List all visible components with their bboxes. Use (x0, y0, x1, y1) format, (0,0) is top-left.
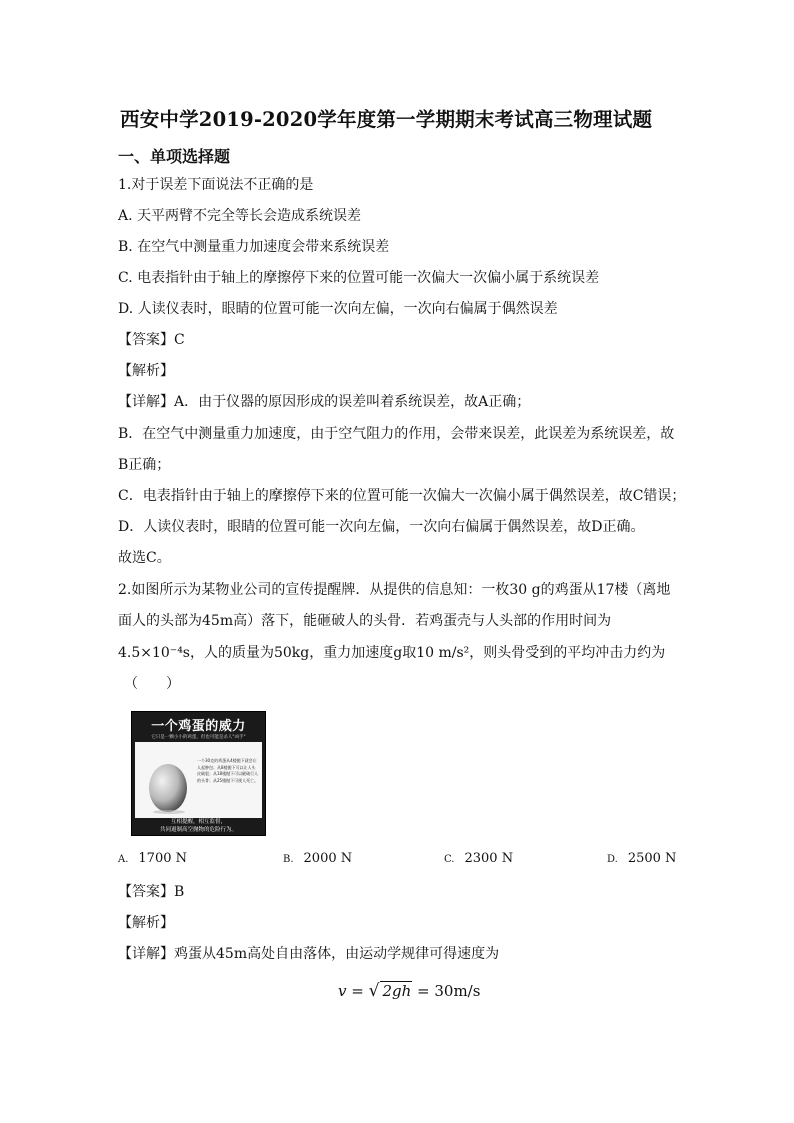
q1-option-b: B. 在空气中测量重力加速度会带来系统误差 (118, 239, 390, 255)
egg-warning-poster (131, 711, 266, 836)
q1-detail-line: 故选C。 (118, 550, 171, 566)
egg-illustration (143, 754, 193, 814)
section-heading: 一、单项选择题 (118, 147, 231, 166)
option-key: A. (118, 854, 129, 865)
formula-radicand: 2gh (382, 982, 412, 1000)
q1-detail-line: C．电表指针由于轴上的摩擦停下来的位置可能一次偏大一次偏小属于偶然误差，故C错误； (118, 488, 686, 504)
option-value: 2300 N (464, 851, 514, 866)
document-title: 西安中学2019-2020学年度第一学期期末考试高三物理试题 (120, 108, 653, 131)
option-value: 2500 N (627, 851, 677, 866)
poster-title: 一个鸡蛋的威力 (151, 719, 246, 734)
q1-option-a: A. 天平两臂不完全等长会造成系统误差 (118, 208, 362, 224)
q1-option-c: C. 电表指针由于轴上的摩擦停下来的位置可能一次偏大一次偏小属于系统误差 (118, 270, 600, 286)
q2-option-d (607, 851, 676, 866)
poster-bottom-line: 共同遏制高空抛物的危险行为。 (159, 827, 237, 833)
poster-bottom-line: 互相提醒，相互监督， (170, 819, 226, 825)
q1-detail-line: D．人读仪表时，眼睛的位置可能一次向左偏，一次向右偏属于偶然误差，故D正确。 (118, 519, 645, 535)
q2-option-c (444, 851, 513, 866)
poster-bottom-text (132, 818, 265, 834)
q1-detail-line: B正确； (118, 457, 171, 473)
q1-detail-line: 【详解】A．由于仪器的原因形成的误差叫着系统误差，故A正确； (118, 394, 531, 410)
option-value: 1700 N (138, 851, 187, 866)
q1-answer: 【答案】C (118, 332, 185, 348)
q2-analysis-label: 【解析】 (118, 915, 174, 931)
q2-option-b (283, 851, 352, 866)
q1-analysis-label: 【解析】 (118, 363, 174, 379)
sqrt-icon: √ (368, 981, 380, 1001)
q1-option-d: D. 人读仪表时，眼睛的位置可能一次向左偏，一次向右偏属于偶然误差 (118, 301, 558, 317)
q1-detail-line: B．在空气中测量重力加速度，由于空气阻力的作用，会带来误差，此误差为系统误差，故 (118, 426, 675, 442)
poster-panel (135, 742, 262, 818)
velocity-formula (338, 981, 480, 1001)
formula-equals: = (346, 982, 369, 1000)
poster-subtitle: 它只是一颗小小的鸡蛋，但也可能是杀人"凶手" (151, 735, 246, 740)
poster-body-text: 一个30克的鸡蛋从4楼抛下就会让人起肿包；从8楼抛下可以让人头皮破裂；从18楼抛下可以砸破行人的头骨；从25楼抛下可使人死亡。 (197, 758, 259, 783)
q2-answer-bracket: （ ） (124, 676, 180, 692)
option-key: D. (607, 854, 618, 865)
q2-stem-line: 面人的头部为45m高）落下，能砸破人的头骨．若鸡蛋壳与人头部的作用时间为 (118, 613, 612, 629)
q1-stem: 1.对于误差下面说法不正确的是 (118, 177, 314, 193)
option-value: 2000 N (303, 851, 353, 866)
q2-detail: 【详解】鸡蛋从45m高处自由落体，由运动学规律可得速度为 (118, 946, 500, 962)
option-key: C. (444, 854, 455, 865)
formula-lhs: v (338, 982, 347, 1000)
option-key: B. (283, 854, 294, 865)
q2-answer: 【答案】B (118, 884, 185, 900)
formula-rhs: = 30m/s (412, 982, 481, 1000)
q2-option-a (118, 851, 187, 866)
q2-stem-line: 4.5×10⁻⁴s，人的质量为50kg，重力加速度g取10 m/s²，则头骨受到的平均冲击力约为 (118, 645, 666, 661)
q2-stem-line: 2.如图所示为某物业公司的宣传提醒牌．从提供的信息知：一枚30 g的鸡蛋从17楼（离地 (118, 582, 671, 598)
